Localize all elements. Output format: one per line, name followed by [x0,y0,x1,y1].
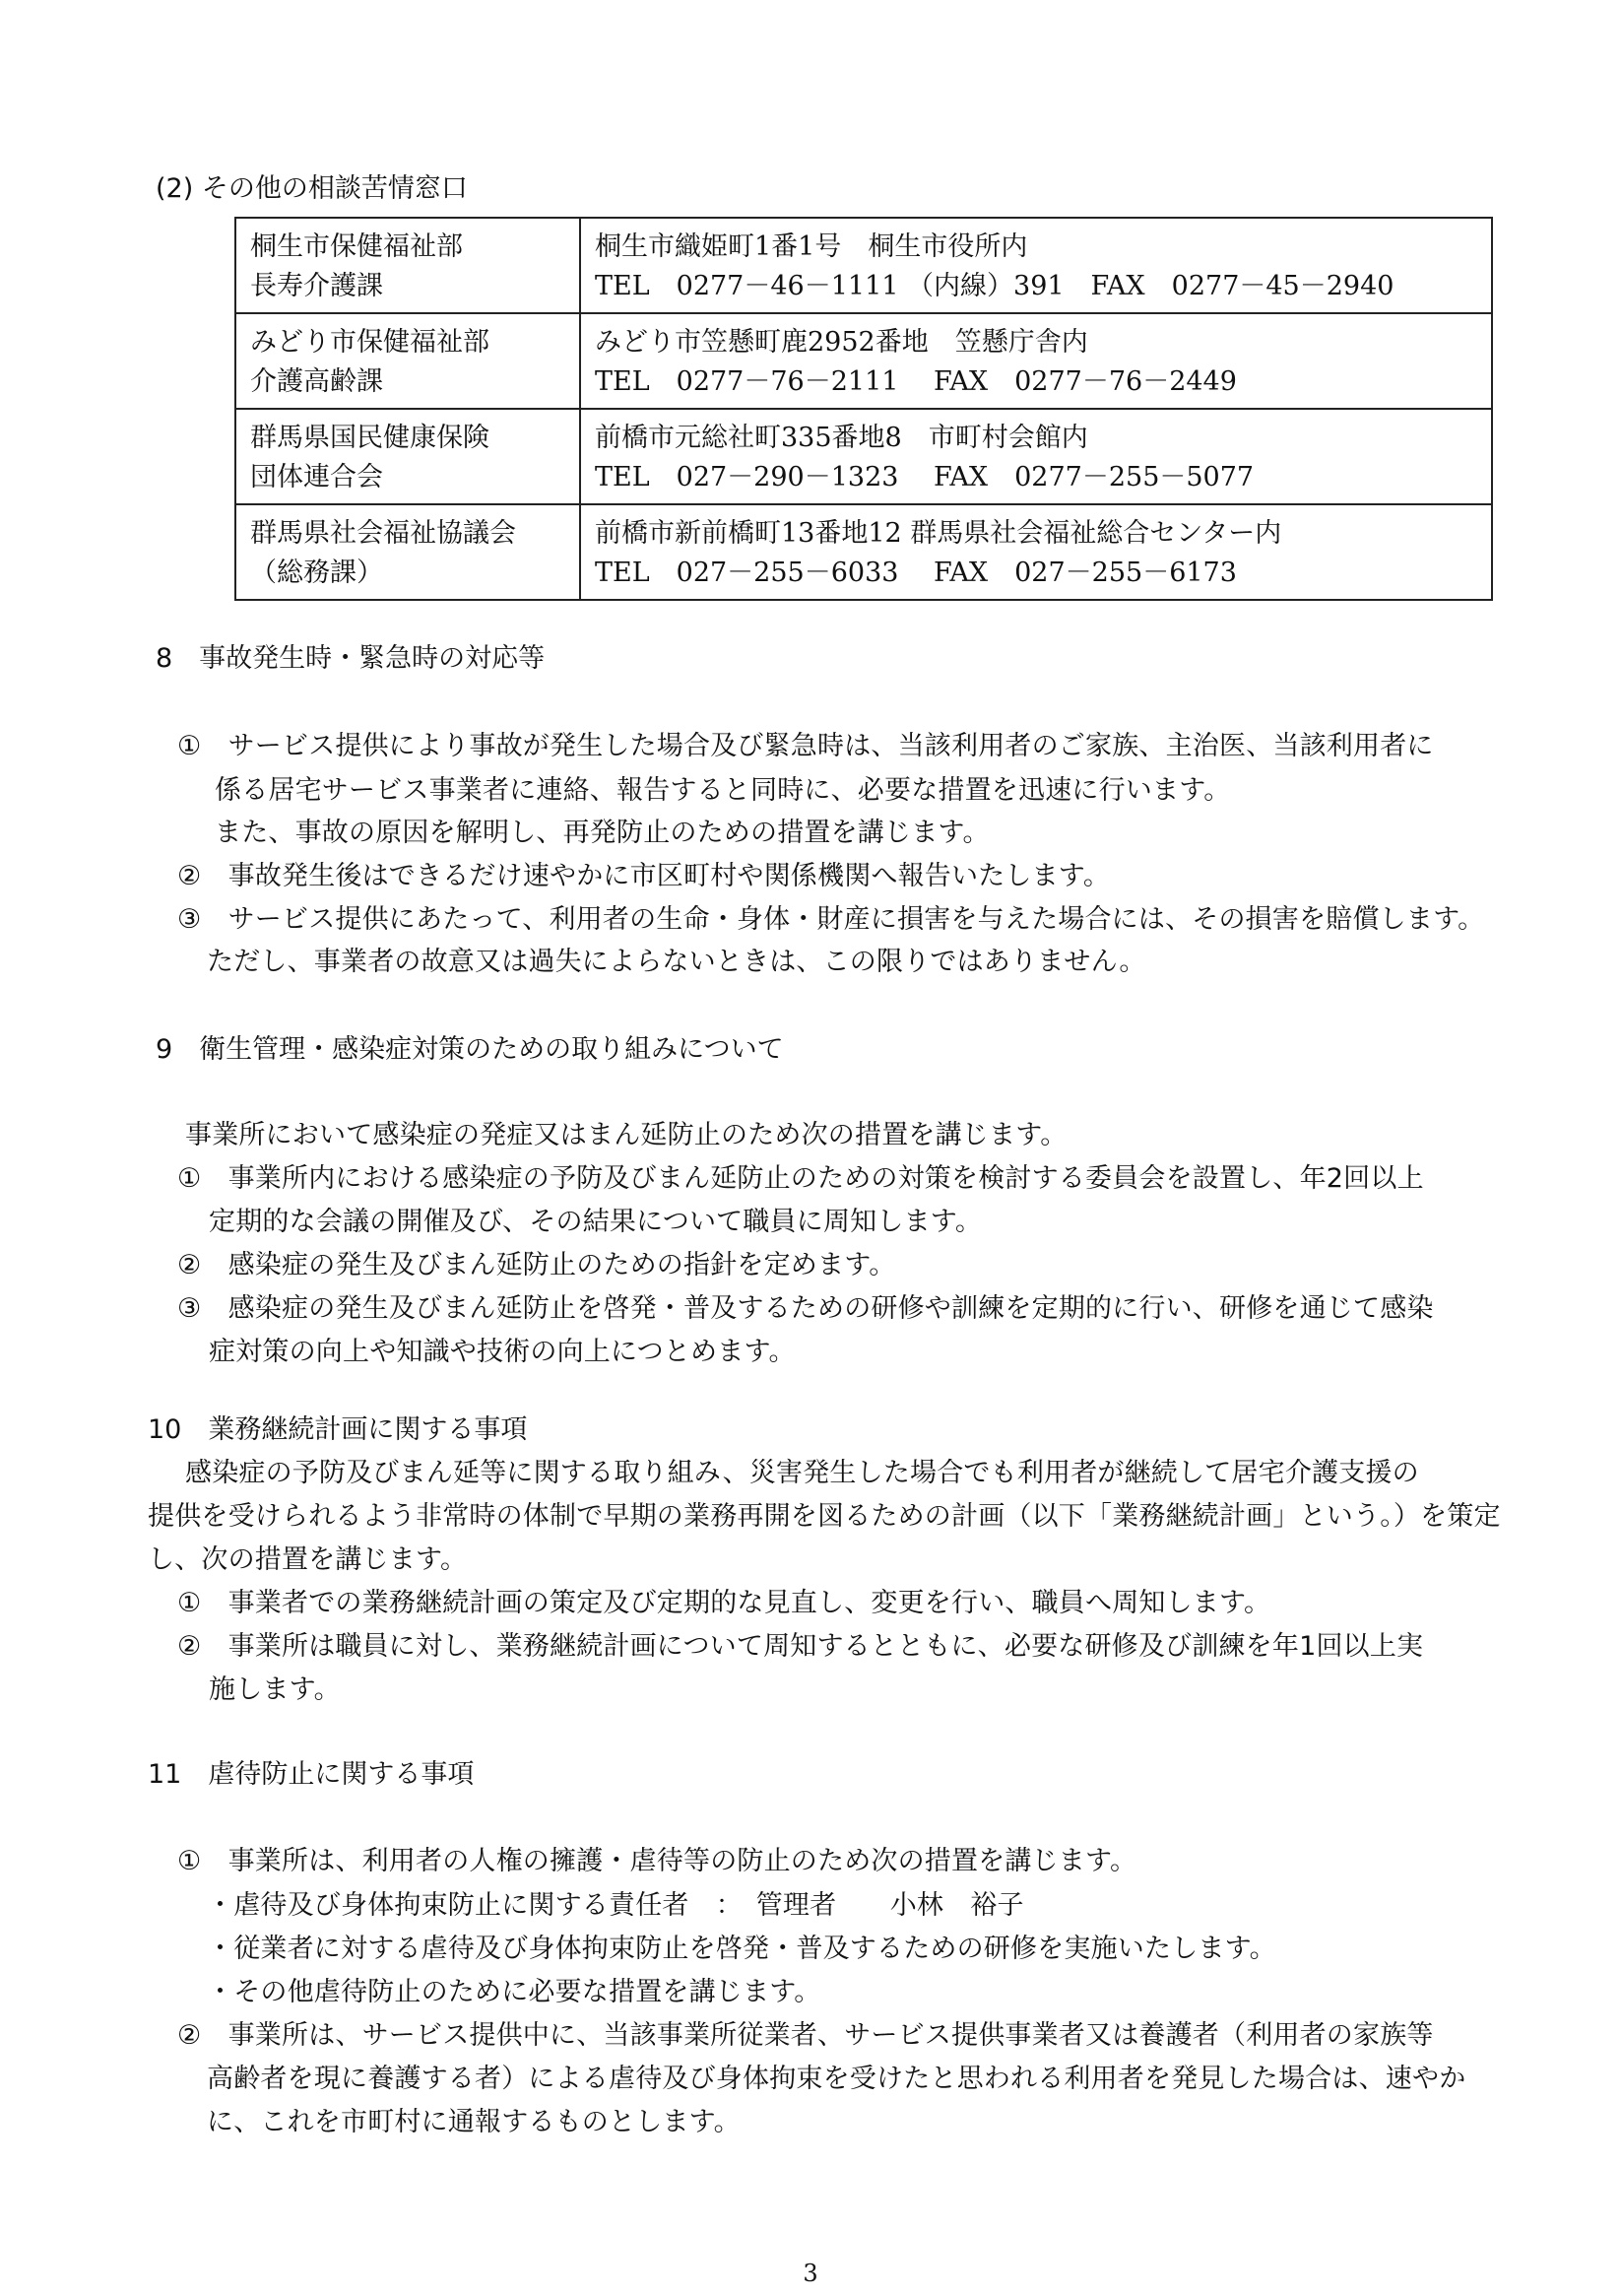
paragraph-line: 症対策の向上や知識や技術の向上につとめます。 [209,1337,796,1367]
org-cell [235,504,580,600]
paragraph-line: ① 事業者での業務継続計画の策定及び定期的な見直し、変更を行い、職員へ周知します。 [177,1588,1271,1618]
org-name-line1: 群馬県国民健康保険 [250,423,489,453]
paragraph-line: ② 感染症の発生及びまん延防止のための指針を定めます。 [177,1250,896,1280]
contact-info-cell [580,409,1492,504]
paragraph-line: ただし、事業者の故意又は過失によらないときは、この限りではありません。 [207,947,1146,977]
section-8-title: 8 事故発生時・緊急時の対応等 [156,643,546,674]
section-11-title: 11 虐待防止に関する事項 [148,1759,475,1790]
paragraph-line: ② 事業所は、サービス提供中に、当該事業所従業者、サービス提供事業者又は養護者（利用者の家族等 [177,2020,1434,2051]
table-row [235,313,1492,409]
paragraph-line: ② 事業所は職員に対し、業務継続計画について周知するとともに、必要な研修及び訓練を年1回以上実 [177,1631,1424,1662]
paragraph-line: ① サービス提供により事故が発生した場合及び緊急時は、当該利用者のご家族、主治医、当該利用者に [177,731,1434,761]
paragraph-line: し、次の措置を講じます。 [148,1544,468,1575]
org-name-line2: 介護高齢課 [250,366,383,397]
org-name-line2: 団体連合会 [250,462,383,492]
table-row [235,218,1492,313]
paragraph-line: 定期的な会議の開催及び、その結果について職員に周知します。 [209,1207,983,1237]
paragraph-line: 係る居宅サービス事業者に連絡、報告すると同時に、必要な措置を迅速に行います。 [215,775,1231,806]
section-10-title: 10 業務継続計画に関する事項 [148,1414,528,1445]
org-name-line2: 長寿介護課 [250,271,383,301]
table-row [235,504,1492,600]
address: 桐生市織姫町1番1号 桐生市役所内 [595,231,1028,262]
org-name-line1: 桐生市保健福祉部 [250,231,463,262]
paragraph-line: 事業所において感染症の発症又はまん延防止のため次の措置を講じます。 [185,1120,1068,1150]
paragraph-line: ② 事故発生後はできるだけ速やかに市区町村や関係機関へ報告いたします。 [177,861,1111,891]
contact-table [234,217,1493,601]
paragraph-line: ・従業者に対する虐待及び身体拘束防止を啓発・普及するための研修を実施いたします。 [207,1934,1276,1964]
paragraph-line: ・虐待及び身体拘束防止に関する責任者 ： 管理者 小林 裕子 [207,1890,1024,1921]
paragraph-line: ① 事業所内における感染症の予防及びまん延防止のための対策を検討する委員会を設置し、年2回以上 [177,1163,1424,1194]
paragraph-line: 提供を受けられるよう非常時の体制で早期の業務再開を図るための計画（以下「業務継続計画」という。）を策定 [148,1501,1501,1532]
contact-info-cell [580,504,1492,600]
paragraph-line: ① 事業所は、利用者の人権の擁護・虐待等の防止のため次の措置を講じます。 [177,1846,1137,1876]
table-row [235,409,1492,504]
paragraph-line: ③ 感染症の発生及びまん延防止を啓発・普及するための研修や訓練を定期的に行い、研修を通じて感染 [177,1293,1434,1324]
org-name-line1: 群馬県社会福祉協議会 [250,518,516,549]
address: みどり市笠懸町鹿2952番地 笠懸庁舎内 [595,327,1088,358]
page-number: 3 [803,2260,818,2287]
contact-info-cell [580,218,1492,313]
org-name-line2: （総務課） [250,558,383,588]
org-cell [235,313,580,409]
paragraph-line: ・その他虐待防止のために必要な措置を講じます。 [207,1977,821,2007]
paragraph-line: また、事故の原因を解明し、再発防止のための措置を講じます。 [215,818,990,848]
org-cell [235,218,580,313]
address: 前橋市新前橋町13番地12 群馬県社会福祉総合センター内 [595,518,1282,549]
section-2-title: (2) その他の相談苦情窓口 [156,173,468,204]
phone-fax: TEL 027－290－1323 FAX 0277－255－5077 [595,462,1255,492]
address: 前橋市元総社町335番地8 市町村会館内 [595,423,1088,453]
contact-info-cell [580,313,1492,409]
section-9-title: 9 衛生管理・感染症対策のための取り組みについて [156,1034,784,1065]
phone-fax: TEL 0277－46－1111 （内線）391 FAX 0277－45－2940 [595,271,1394,301]
paragraph-line: 感染症の予防及びまん延等に関する取り組み、災害発生した場合でも利用者が継続して居宅介護支援の [185,1458,1419,1488]
org-cell [235,409,580,504]
paragraph-line: に、これを市町村に通報するものとします。 [207,2107,741,2137]
paragraph-line: ③ サービス提供にあたって、利用者の生命・身体・財産に損害を与えた場合には、その損害を賠償します。 [177,904,1485,935]
phone-fax: TEL 0277－76－2111 FAX 0277－76－2449 [595,366,1237,397]
paragraph-line: 施します。 [209,1674,341,1705]
phone-fax: TEL 027－255－6033 FAX 027－255－6173 [595,558,1237,588]
org-name-line1: みどり市保健福祉部 [250,327,489,358]
paragraph-line: 高齢者を現に養護する者）による虐待及び身体拘束を受けたと思われる利用者を発見した場合は、速やか [207,2064,1466,2094]
